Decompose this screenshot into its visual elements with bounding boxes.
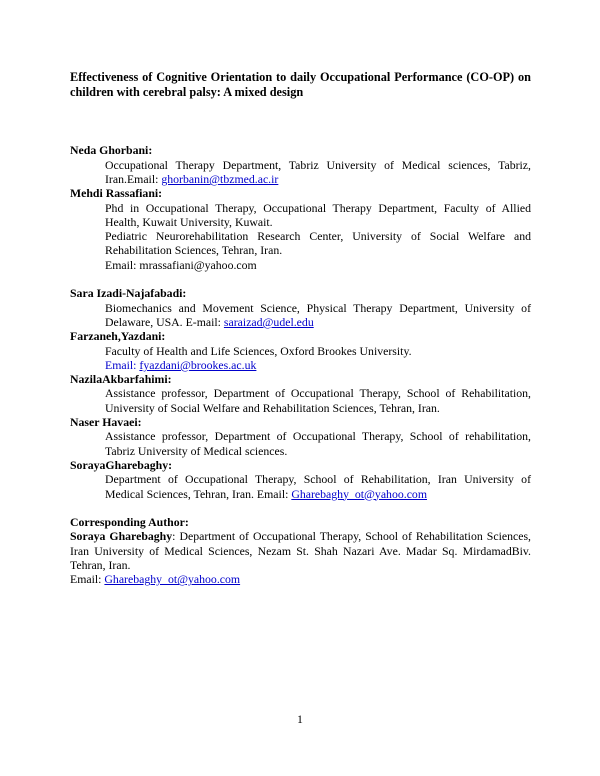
text-segment: Occupational Therapy Department, Tabriz University of Medical sciences, Tabriz, Iran.Email: bbox=[105, 157, 531, 186]
page-number: 1 bbox=[297, 711, 303, 726]
email-link[interactable]: Gharebaghy_ot@yahoo.com bbox=[291, 486, 428, 501]
text-segment: Faculty of Health and Life Sciences, Oxford Brookes University. bbox=[105, 343, 412, 358]
document-blocks bbox=[70, 143, 531, 586]
text-segment: Pediatric Neurorehabilitation Research Center, University of Social Welfare and Rehabilitation Sciences, Tehran, Iran. bbox=[105, 229, 531, 258]
corresponding-author-name: Corresponding Author: bbox=[70, 515, 189, 530]
text-segment: Email: mrassafiani@yahoo.com bbox=[105, 257, 257, 272]
author-farzaneh-yazdani bbox=[70, 329, 531, 372]
vertical-spacer bbox=[70, 501, 531, 515]
paragraph bbox=[105, 201, 531, 230]
text-segment: Email: bbox=[70, 572, 105, 587]
author-sara-izadi-najafabadi bbox=[70, 286, 531, 329]
author-neda-ghorbani bbox=[70, 143, 531, 186]
paragraph bbox=[105, 429, 531, 458]
text-segment: Assistance professor, Department of Occupational Therapy, School of Rehabilitation, University of Social Welfare and Rehabilitation Sciences, Tehran, Iran. bbox=[105, 386, 531, 415]
author-name: Naser Havaei: bbox=[70, 415, 142, 430]
text-segment: : Department of Occupational Therapy, School of Rehabilitation Sciences, Iran University of Medical Sciences, Nezam St. Shah Nazari Ave. Madar Sq. MirdamadBiv. Tehran, Iran. bbox=[70, 529, 531, 573]
author-naser-havaei bbox=[70, 415, 531, 458]
paper-title: Effectiveness of Cognitive Orientation to daily Occupational Performance (CO-OP) on children with cerebral palsy: A mixed design bbox=[70, 70, 531, 100]
paragraph bbox=[105, 158, 531, 187]
paragraph bbox=[105, 344, 531, 358]
text-segment: Biomechanics and Movement Science, Physical Therapy Department, University of Delaware, USA. E-mail: bbox=[105, 300, 531, 329]
paragraph bbox=[105, 358, 531, 372]
paragraph bbox=[105, 258, 531, 272]
author-name: Neda Ghorbani: bbox=[70, 143, 153, 158]
paragraph bbox=[105, 472, 531, 501]
author-mehdi-rassafiani bbox=[70, 186, 531, 272]
paragraph bbox=[105, 229, 531, 258]
paragraph bbox=[105, 301, 531, 330]
vertical-spacer bbox=[70, 272, 531, 286]
paragraph bbox=[105, 386, 531, 415]
author-name: Farzaneh,Yazdani: bbox=[70, 329, 166, 344]
paragraph bbox=[70, 572, 531, 586]
author-soraya-gharebaghy bbox=[70, 458, 531, 501]
email-link[interactable]: Gharebaghy_ot@yahoo.com bbox=[104, 572, 241, 587]
author-nazila-akbarfahimi bbox=[70, 372, 531, 415]
author-name: NazilaAkbarfahimi: bbox=[70, 372, 172, 387]
paragraph bbox=[70, 529, 531, 572]
author-name: Sara Izadi-Najafabadi: bbox=[70, 286, 187, 301]
email-link[interactable]: ghorbanin@tbzmed.ac.ir bbox=[161, 172, 279, 186]
author-name: Mehdi Rassafiani: bbox=[70, 186, 163, 201]
email-link[interactable]: saraizad@udel.edu bbox=[223, 314, 314, 329]
text-segment: Assistance professor, Department of Occupational Therapy, School of rehabilitation, Tabriz University of Medical sciences. bbox=[105, 429, 531, 458]
corresponding-author-section bbox=[70, 515, 531, 586]
bold-text: Soraya Gharebaghy bbox=[70, 529, 173, 544]
text-segment: Email: bbox=[105, 357, 140, 372]
email-link[interactable]: fyazdani@brookes.ac.uk bbox=[139, 357, 257, 372]
text-segment: Department of Occupational Therapy, School of Rehabilitation, Iran University of Medical Sciences, Tehran, Iran. Email: bbox=[105, 472, 531, 501]
author-name: SorayaGharebaghy: bbox=[70, 457, 173, 472]
text-segment: Phd in Occupational Therapy, Occupational Therapy Department, Faculty of Allied Health, Kuwait University, Kuwait. bbox=[105, 200, 531, 229]
